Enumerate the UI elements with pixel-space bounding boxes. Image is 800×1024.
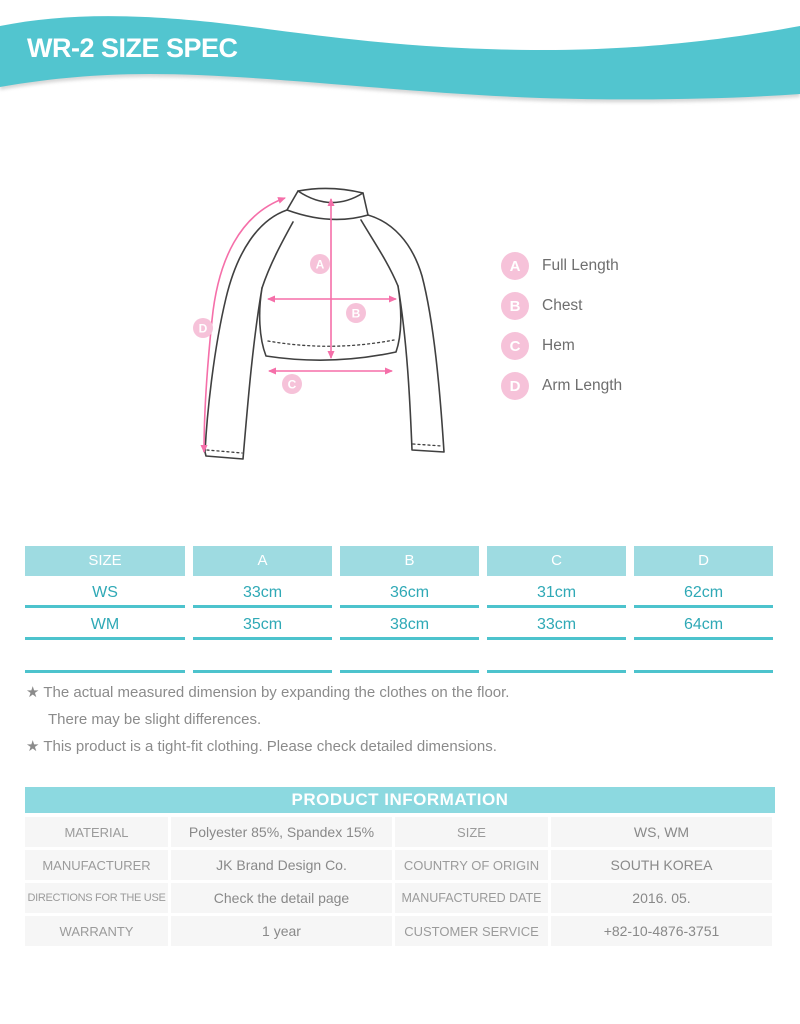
info-value-warranty: 1 year	[171, 916, 392, 946]
product-information-table	[25, 817, 775, 946]
garment-diagram	[170, 160, 480, 480]
size-table-header-a: A	[193, 546, 332, 576]
legend-circle-a: A	[501, 252, 529, 280]
size-table-header-size: SIZE	[25, 546, 185, 576]
size-row-empty-cell	[25, 640, 185, 673]
diagram-label-b: B	[351, 306, 361, 321]
legend-label-chest: Chest	[542, 297, 583, 314]
size-table-header-b: B	[340, 546, 479, 576]
size-row-ws-a: 33cm	[193, 576, 332, 608]
garment-outline	[205, 188, 444, 459]
info-label-size: SIZE	[395, 817, 548, 847]
info-value-directions: Check the detail page	[171, 883, 392, 913]
legend-label-hem: Hem	[542, 337, 575, 354]
info-value-manufactured-date: 2016. 05.	[551, 883, 772, 913]
legend-circle-c: C	[501, 332, 529, 360]
info-label-warranty: WARRANTY	[25, 916, 168, 946]
info-label-directions: DIRECTIONS FOR THE USE	[25, 883, 168, 913]
size-row-wm-b: 38cm	[340, 608, 479, 640]
legend-label-arm-length: Arm Length	[542, 377, 623, 394]
size-row-wm-d: 64cm	[634, 608, 773, 640]
legend-item-hem	[501, 332, 622, 360]
measurement-notes	[26, 679, 766, 760]
diagram-label-d: D	[198, 321, 208, 336]
size-row-empty-cell	[634, 640, 773, 673]
size-row-empty-cell	[487, 640, 626, 673]
legend-item-chest	[501, 292, 622, 320]
header-wave-banner	[0, 0, 800, 115]
note-line-3: ★ This product is a tight-fit clothing. Please check detailed dimensions.	[26, 738, 497, 755]
note-line-2: There may be slight differences.	[48, 711, 262, 728]
info-label-country-of-origin: COUNTRY OF ORIGIN	[395, 850, 548, 880]
product-information-title: PRODUCT INFORMATION	[25, 787, 775, 813]
info-value-country-of-origin: SOUTH KOREA	[551, 850, 772, 880]
legend-label-full-length: Full Length	[542, 257, 619, 274]
legend-item-full-length	[501, 252, 622, 280]
info-label-customer-service: CUSTOMER SERVICE	[395, 916, 548, 946]
size-table-header-d: D	[634, 546, 773, 576]
size-row-ws-b: 36cm	[340, 576, 479, 608]
info-label-manufacturer: MANUFACTURER	[25, 850, 168, 880]
info-value-manufacturer: JK Brand Design Co.	[171, 850, 392, 880]
size-row-ws-c: 31cm	[487, 576, 626, 608]
size-row-empty-cell	[340, 640, 479, 673]
info-label-manufactured-date: MANUFACTURED DATE	[395, 883, 548, 913]
info-value-customer-service: +82-10-4876-3751	[551, 916, 772, 946]
size-table	[25, 546, 775, 673]
legend-circle-b: B	[501, 292, 529, 320]
size-row-ws-d: 62cm	[634, 576, 773, 608]
size-row-wm-a: 35cm	[193, 608, 332, 640]
product-information-section	[25, 787, 775, 946]
legend-item-arm-length	[501, 372, 622, 400]
diagram-label-a: A	[315, 257, 325, 272]
size-row-wm-name: WM	[25, 608, 185, 640]
legend-circle-d: D	[501, 372, 529, 400]
diagram-label-c: C	[287, 377, 297, 392]
size-row-empty-cell	[193, 640, 332, 673]
info-value-size: WS, WM	[551, 817, 772, 847]
measurement-legend	[501, 252, 622, 412]
note-line-1: ★ The actual measured dimension by expanding the clothes on the floor.	[26, 684, 510, 701]
size-row-wm-c: 33cm	[487, 608, 626, 640]
size-table-header-c: C	[487, 546, 626, 576]
info-label-material: MATERIAL	[25, 817, 168, 847]
size-row-ws-name: WS	[25, 576, 185, 608]
info-value-material: Polyester 85%, Spandex 15%	[171, 817, 392, 847]
page-title: WR-2 SIZE SPEC	[27, 33, 238, 63]
